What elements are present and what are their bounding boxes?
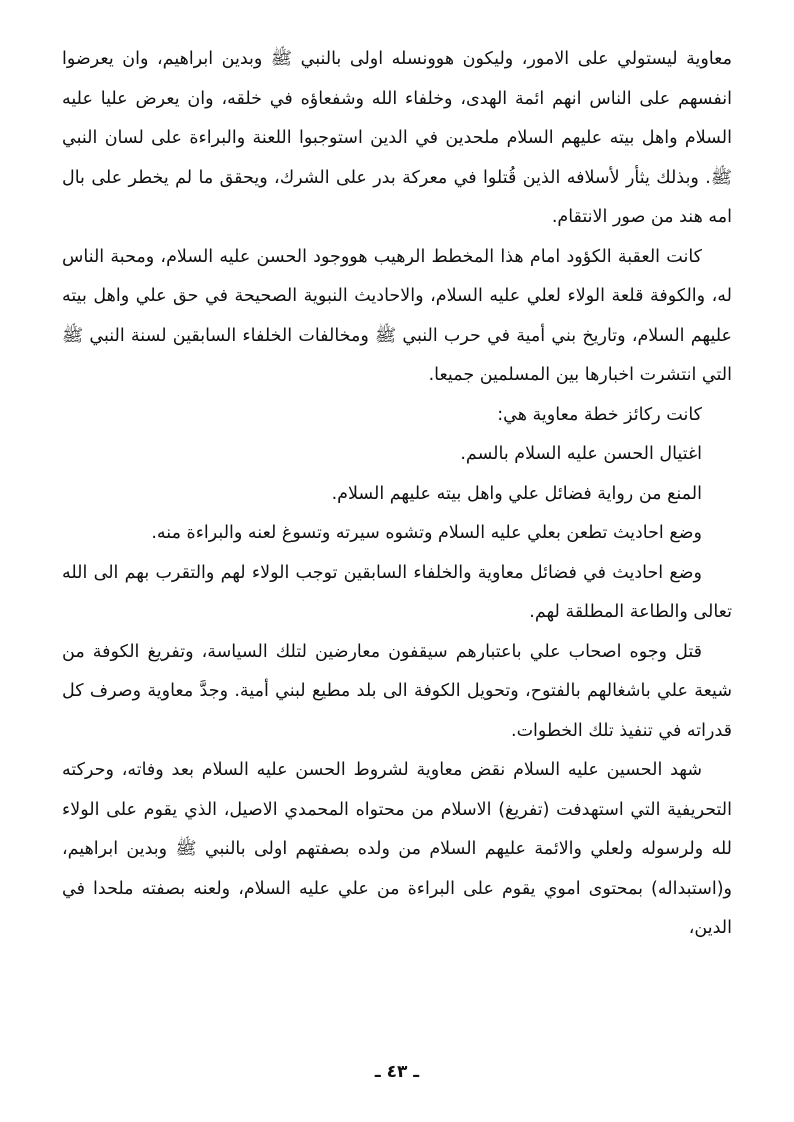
paragraph-1: معاوية ليستولي على الامور، وليكون هوونسله اولى بالنبي ﷺ وبدين ابراهيم، وان يعرضوا انفسهم على الناس انهم ائمة الهدى، وخلفاء الله وشفعاؤه في خلقه، وان يعرض عليا عليه السلام واهل بيته عليهم السلام ملحدين في الدين استوجبوا اللعنة والبراءة على لسان النبي ﷺ. وبذلك يثأر لأسلافه الذين قُتلوا في معركة بدر على الشرك، ويحقق ما لم يخطر على بال امه هند من صور الانتقام. [62,49,732,227]
list-intro: كانت ركائز خطة معاوية هي: [497,404,702,425]
page-body [62,40,732,949]
list-item-3: وضع احاديث تطعن بعلي عليه السلام وتشوه سيرته وتسوغ لعنه والبراءة منه. [151,523,702,543]
paragraph-2: كانت العقبة الكؤود امام هذا المخطط الرهيب هووجود الحسن عليه السلام، ومحبة الناس له، والكوفة قلعة الولاء لعلي عليه السلام، والاحاديث النبوية الصحيحة في حق علي واهل بيته عليهم السلام، وتاريخ بني أمية في حرب النبي ﷺ ومخالفات الخلفاء السابقين لسنة النبي ﷺ التي انتشرت اخبارها بين المسلمين جميعا. [62,246,732,385]
page-number: ـ ٤٣ ـ [374,1062,420,1082]
list-item-2: المنع من رواية فضائل علي واهل بيته عليهم السلام. [331,483,702,504]
paragraph-3: قتل وجوه اصحاب علي باعتبارهم سيقفون معارضين لتلك السياسة، وتفريغ الكوفة من شيعة علي باشغالهم بالفتوح، وتحويل الكوفة الى بلد مطيع لبني أمية. وجدَّ معاوية وصرف كل قدراته في تنفيذ تلك الخطوات. [62,641,732,741]
list-item-4: وضع احاديث في فضائل معاوية والخلفاء السابقين توجب الولاء لهم والتقرب بهم الى الله تعالى والطاعة المطلقة لهم. [62,562,732,622]
paragraph-4: شهد الحسين عليه السلام نقض معاوية لشروط الحسن عليه السلام بعد وفاته، وحركته التحريفية التي استهدفت (تفريغ) الاسلام من محتواه المحمدي الاصيل، الذي يقوم على الولاء لله ولرسوله ولعلي والائمة عليهم السلام من ولده بصفتهم اولى بالنبي ﷺ وبدين ابراهيم، و(استبداله) بمحتوى اموي يقوم على البراءة من علي عليه السلام، ولعنه بصفته ملحدا في الدين، [62,760,732,938]
list-item-1: اغتيال الحسن عليه السلام بالسم. [460,444,702,464]
